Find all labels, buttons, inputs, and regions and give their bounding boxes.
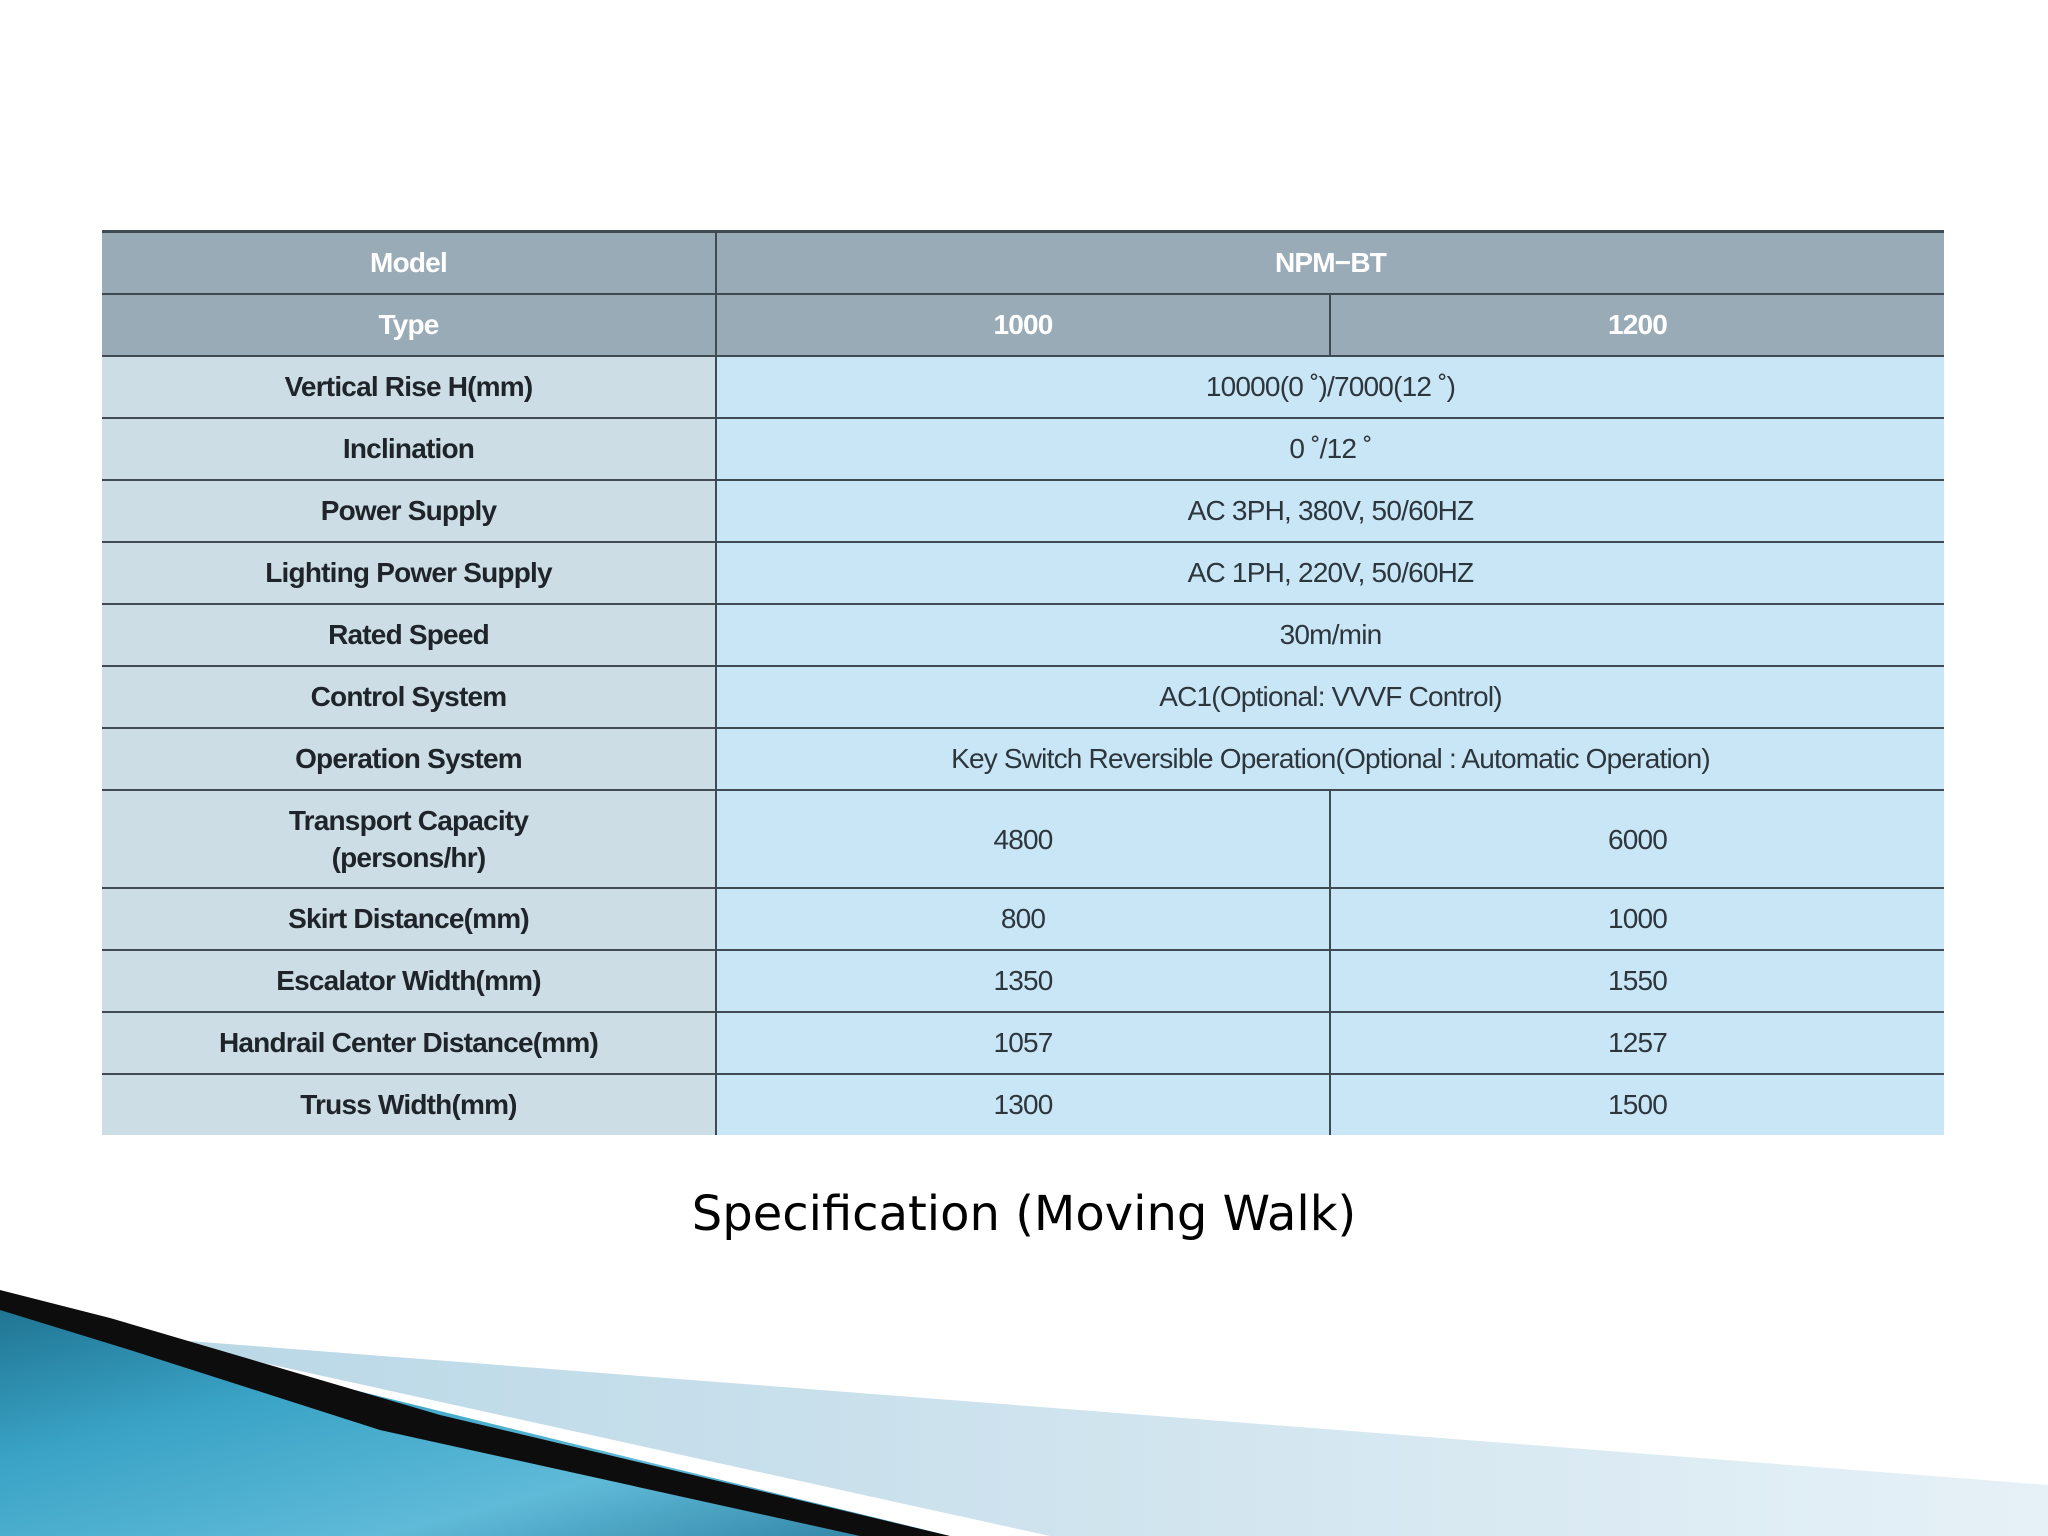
table-row [102,728,1944,790]
table-row [102,790,1944,888]
table-row [102,604,1944,666]
row-label: Escalator Width(mm) [102,950,716,1012]
decorative-swoosh [0,1280,2048,1536]
row-value: AC 3PH, 380V, 50/60HZ [716,480,1944,542]
row-label: Power Supply [102,480,716,542]
row-label-line: (persons/hr) [331,842,486,873]
table-row [102,950,1944,1012]
table-row [102,666,1944,728]
row-label-line: Transport Capacity [288,805,529,836]
row-value-1000: 1300 [716,1074,1330,1135]
row-value-1200: 1550 [1330,950,1944,1012]
row-label: Control System [102,666,716,728]
row-value-1000: 1350 [716,950,1330,1012]
table-header-row-type [102,294,1944,356]
header-model-label: Model [102,232,716,295]
row-value: 0 ˚/12 ˚ [716,418,1944,480]
table-row [102,1012,1944,1074]
table-row [102,418,1944,480]
table-row [102,480,1944,542]
row-value-1000: 1057 [716,1012,1330,1074]
row-value-1200: 1257 [1330,1012,1944,1074]
row-label [102,790,716,888]
row-value-1200: 1500 [1330,1074,1944,1135]
row-value-1200: 1000 [1330,888,1944,950]
row-value: Key Switch Reversible Operation(Optional : Automatic Operation) [716,728,1944,790]
table-row [102,542,1944,604]
row-value: 30m/min [716,604,1944,666]
header-model-value: NPM−BT [716,232,1944,295]
row-label: Truss Width(mm) [102,1074,716,1135]
row-value-1000: 4800 [716,790,1330,888]
row-value-1000: 800 [716,888,1330,950]
row-label: Handrail Center Distance(mm) [102,1012,716,1074]
header-type-1000: 1000 [716,294,1330,356]
table-row [102,356,1944,418]
row-label: Vertical Rise H(mm) [102,356,716,418]
row-label: Rated Speed [102,604,716,666]
row-label: Lighting Power Supply [102,542,716,604]
row-label: Operation System [102,728,716,790]
row-value: AC 1PH, 220V, 50/60HZ [716,542,1944,604]
header-type-label: Type [102,294,716,356]
slide-caption: Specification (Moving Walk) [691,1186,1357,1242]
table-row [102,888,1944,950]
header-type-1200: 1200 [1330,294,1944,356]
row-value-1200: 6000 [1330,790,1944,888]
table-row [102,1074,1944,1135]
spec-table [102,230,1944,1135]
row-label: Inclination [102,418,716,480]
row-value: AC1(Optional: VVVF Control) [716,666,1944,728]
table-header-row-model [102,232,1944,295]
row-value: 10000(0 ˚)/7000(12 ˚) [716,356,1944,418]
row-label: Skirt Distance(mm) [102,888,716,950]
